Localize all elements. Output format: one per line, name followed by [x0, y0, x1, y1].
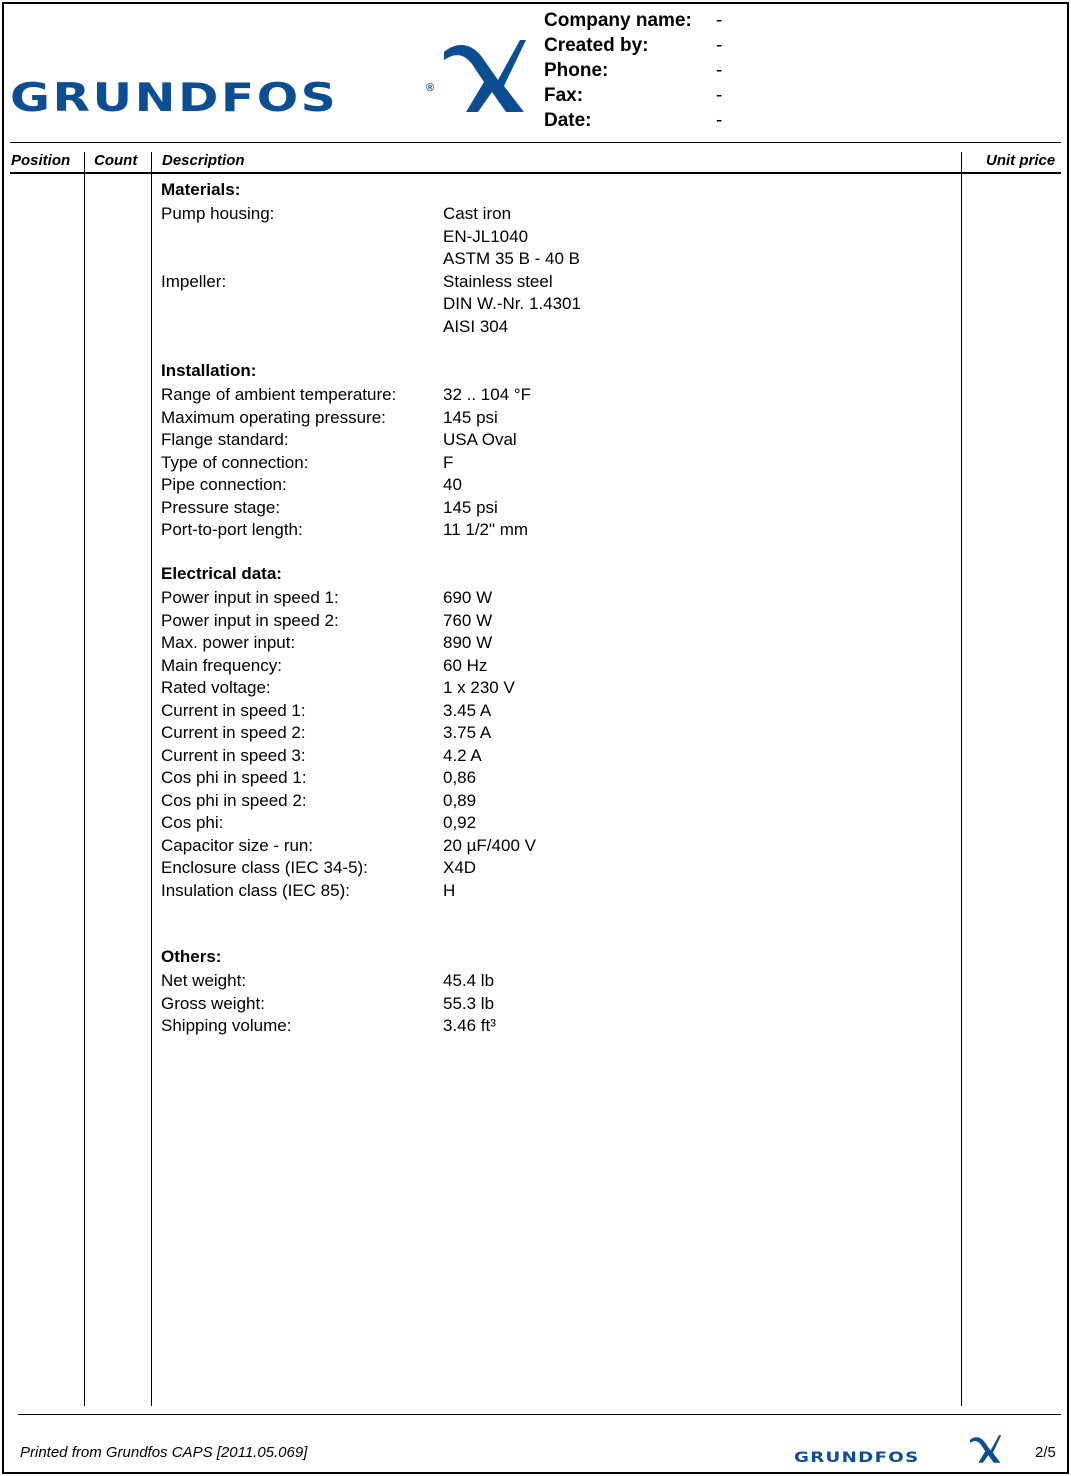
spec-label: Cos phi in speed 2: — [161, 790, 307, 810]
company-info-value: - — [716, 110, 723, 131]
spec-value: 4.2 A — [443, 745, 482, 765]
company-info-value: - — [716, 85, 723, 106]
spec-label: Range of ambient temperature: — [161, 385, 397, 404]
company-info-label: Company name: — [544, 10, 692, 31]
spec-label: Port-to-port length: — [161, 520, 303, 539]
column-separator — [151, 152, 152, 1406]
spec-value: 45.4 lb — [443, 971, 495, 990]
spec-value: 145 psi — [443, 497, 498, 517]
company-info-value: - — [716, 10, 723, 31]
spec-value: USA Oval — [443, 430, 517, 449]
column-unit-price: Unit price — [986, 152, 1056, 169]
spec-value: Cast iron — [443, 204, 512, 223]
spec-value: 55.3 lb — [443, 993, 495, 1013]
spec-label: Power input in speed 2: — [161, 610, 339, 630]
spec-label: Power input in speed 1: — [161, 588, 339, 607]
spec-value: 0,89 — [443, 790, 477, 810]
spec-label: Insulation class (IEC 85): — [161, 880, 350, 900]
spec-value: 40 — [443, 475, 462, 494]
spec-label: Rated voltage: — [161, 678, 271, 697]
spec-label: Net weight: — [161, 971, 247, 990]
company-info-row — [544, 35, 723, 57]
spec-label: Maximum operating pressure: — [161, 407, 386, 427]
spec-value: F — [443, 452, 454, 472]
company-info-row — [544, 85, 723, 107]
column-position: Position — [11, 152, 71, 169]
spec-value: X4D — [443, 858, 477, 877]
company-info-label: Fax: — [544, 85, 584, 106]
page-number: 2/5 — [1035, 1444, 1056, 1461]
company-info-label: Phone: — [544, 60, 609, 81]
spec-label: Gross weight: — [161, 993, 265, 1013]
grundfos-x-icon — [444, 38, 528, 114]
header-divider — [10, 142, 1061, 143]
company-info-label: Date: — [544, 110, 592, 131]
spec-label: Current in speed 1: — [161, 700, 306, 720]
section-heading-materials: Materials: — [161, 180, 241, 199]
footer-divider — [18, 1414, 1061, 1415]
company-info-row — [544, 10, 723, 32]
spec-label: Type of connection: — [161, 452, 309, 472]
spec-label: Main frequency: — [161, 655, 282, 675]
spec-value: ASTM 35 B - 40 B — [443, 249, 580, 268]
section-heading-others: Others: — [161, 947, 222, 966]
spec-label: Enclosure class (IEC 34-5): — [161, 858, 368, 877]
spec-label: Current in speed 2: — [161, 723, 306, 742]
spec-label: Pipe connection: — [161, 475, 287, 494]
footer-printed-from: Printed from Grundfos CAPS [2011.05.069] — [20, 1444, 308, 1461]
registered-mark: ® — [426, 82, 435, 94]
spec-value: 3.45 A — [443, 700, 492, 720]
spec-label: Max. power input: — [161, 633, 296, 652]
company-info-label: Created by: — [544, 35, 649, 56]
spec-label: Current in speed 3: — [161, 745, 306, 765]
column-separator — [84, 152, 85, 1406]
spec-value: 0,92 — [443, 813, 477, 832]
spec-value: EN-JL1040 — [443, 226, 529, 246]
spec-label: Capacitor size - run: — [161, 835, 314, 855]
spec-value: DIN W.-Nr. 1.4301 — [443, 294, 581, 313]
spec-value: 145 psi — [443, 407, 498, 427]
spec-value: 760 W — [443, 610, 493, 630]
spec-label: Cos phi: — [161, 813, 224, 832]
footer-x-icon — [970, 1434, 1002, 1464]
column-separator — [961, 152, 962, 1406]
column-count: Count — [94, 152, 138, 169]
spec-value: 20 µF/400 V — [443, 835, 536, 855]
spec-value: 3.75 A — [443, 723, 492, 742]
spec-value: 0,86 — [443, 768, 477, 787]
footer-logo-wordmark: GRUNDFOS — [794, 1450, 920, 1466]
spec-label: Flange standard: — [161, 430, 289, 449]
spec-value: AISI 304 — [443, 316, 509, 336]
section-heading-installation: Installation: — [161, 361, 257, 380]
column-description: Description — [162, 152, 245, 169]
spec-value: 890 W — [443, 633, 493, 652]
spec-value: 32 .. 104 °F — [443, 385, 532, 404]
spec-value: Stainless steel — [443, 271, 553, 291]
company-info-row — [544, 60, 723, 82]
spec-label: Pressure stage: — [161, 497, 281, 517]
company-info-row — [544, 110, 723, 132]
spec-value: 690 W — [443, 588, 493, 607]
section-heading-electrical: Electrical data: — [161, 564, 282, 583]
spec-label: Cos phi in speed 1: — [161, 768, 307, 787]
company-info-value: - — [716, 35, 723, 56]
spec-label: Pump housing: — [161, 204, 275, 223]
spec-value: 1 x 230 V — [443, 678, 515, 697]
logo-wordmark: GRUNDFOS — [10, 76, 339, 121]
spec-value: 11 1/2" mm — [443, 520, 529, 539]
spec-label: Shipping volume: — [161, 1016, 292, 1035]
spec-value: 3.46 ft³ — [443, 1016, 496, 1035]
company-info-value: - — [716, 60, 723, 81]
spec-label: Impeller: — [161, 271, 227, 291]
spec-value: 60 Hz — [443, 655, 488, 675]
column-header-underline — [10, 172, 1061, 174]
spec-value: H — [443, 880, 456, 900]
